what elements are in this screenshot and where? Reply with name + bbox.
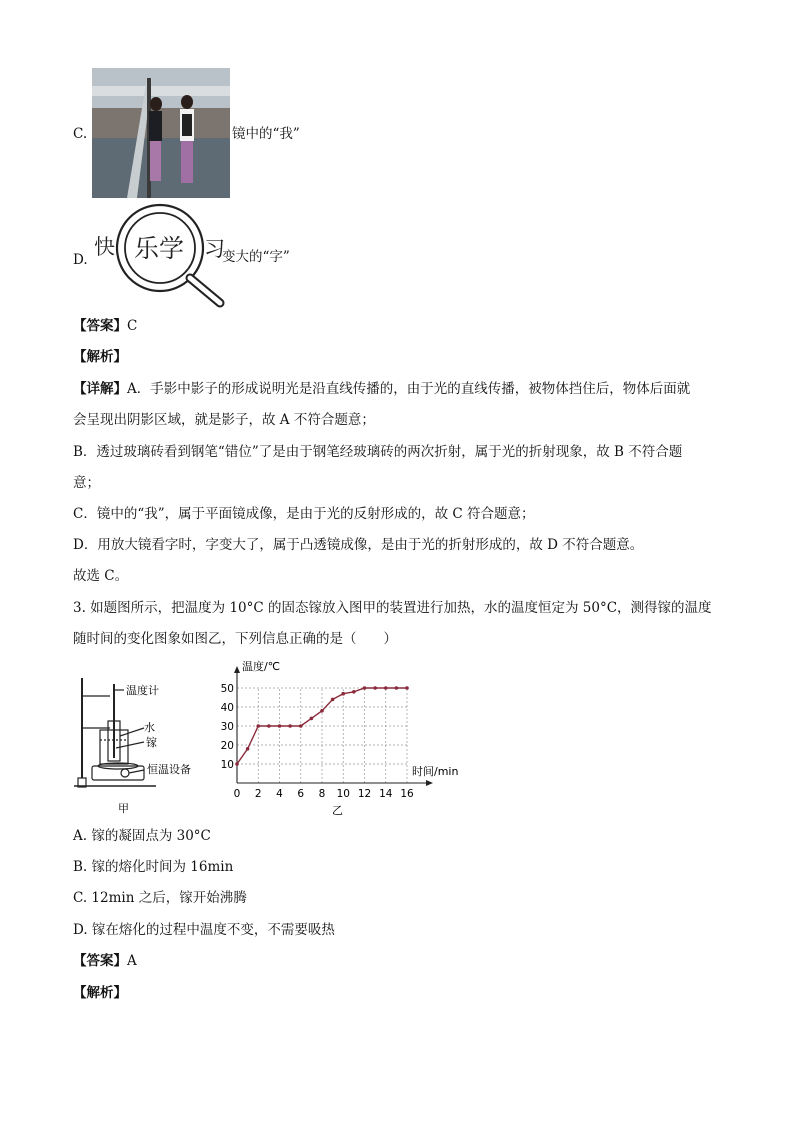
caption-jia: 甲 xyxy=(118,802,129,815)
label-water: 水 xyxy=(144,721,155,734)
analysis-tag: 【解析】 xyxy=(73,349,127,365)
x-axis-label: 时间/min xyxy=(412,765,459,778)
explain-b-line2: 意； xyxy=(73,475,100,491)
answer-tag: 【答案】 xyxy=(73,318,127,334)
y-axis-arrow xyxy=(234,666,240,673)
point-16 xyxy=(405,686,409,690)
explain-a-text: A．手影中影子的形成说明光是沿直线传播的，由于光的直线传播，被物体挡住后，物体后面就 xyxy=(127,381,691,397)
point-1 xyxy=(246,747,250,751)
choice-d: D. 镓在熔化的过程中温度不变，不需要吸热 xyxy=(73,922,335,938)
point-12 xyxy=(363,686,367,690)
point-5 xyxy=(288,724,292,728)
explain-a-line1 xyxy=(73,379,690,399)
x-tick-16: 16 xyxy=(400,788,414,800)
char-kuai: 快 xyxy=(94,235,115,259)
point-6 xyxy=(299,724,303,728)
label-thermometer: 温度计 xyxy=(126,684,159,697)
answer-value: C xyxy=(127,318,138,334)
answer-1 xyxy=(73,316,137,336)
y-tick-40: 40 xyxy=(220,702,234,714)
y-tick-30: 30 xyxy=(220,721,234,733)
temperature-chart xyxy=(222,658,472,820)
x-tick-12: 12 xyxy=(357,788,372,800)
q3-line2: 随时间的变化图象如图乙，下列信息正确的是（ ） xyxy=(73,631,397,647)
x-tick-4: 4 xyxy=(276,788,283,800)
heater-knob xyxy=(121,769,129,777)
explain-b-line1: B．透过玻璃砖看到钢笔“错位”了是由于钢笔经玻璃砖的两次折射，属于光的折射现象，故 B 不符合题 xyxy=(73,444,683,460)
point-11 xyxy=(352,690,356,694)
x-tick-10: 10 xyxy=(336,788,350,800)
option-c-caption: 镜中的“我” xyxy=(232,126,300,142)
point-10 xyxy=(341,692,345,696)
point-14 xyxy=(384,686,388,690)
y-axis-label: 温度/℃ xyxy=(242,660,281,673)
analysis-tag-2: 【解析】 xyxy=(73,985,127,1001)
explain-c: C．镜中的“我”，属于平面镜成像，是由于光的反射形成的，故 C 符合题意； xyxy=(73,506,535,522)
x-axis-arrow xyxy=(426,780,433,786)
point-8 xyxy=(320,709,324,713)
char-xi: 习 xyxy=(204,237,225,261)
point-3 xyxy=(267,724,271,728)
mirror-photo-drawing xyxy=(92,68,230,198)
detail-tag: 【详解】 xyxy=(73,381,127,397)
option-d-caption: 变大的“字” xyxy=(222,249,290,265)
caption-yi: 乙 xyxy=(332,804,343,817)
q3-line1: 3. 如题图所示，把温度为 10°C 的固态镓放入图甲的装置进行加热，水的温度恒定为 50°C，测得镓的温度 xyxy=(73,600,712,616)
heater-device xyxy=(92,766,144,780)
point-4 xyxy=(278,724,282,728)
mirror-photo xyxy=(92,68,230,198)
label-gallium: 镓 xyxy=(146,736,157,749)
x-tick-14: 14 xyxy=(379,788,393,800)
answer-2 xyxy=(73,951,137,971)
point-9 xyxy=(331,698,335,702)
x-tick-8: 8 xyxy=(318,788,326,800)
point-7 xyxy=(310,717,314,721)
x-tick-2: 2 xyxy=(254,788,262,800)
point-0 xyxy=(235,762,239,766)
choice-c: C. 12min 之后，镓开始沸腾 xyxy=(73,890,247,906)
choice-b: B. 镓的熔化时间为 16min xyxy=(73,859,234,875)
point-15 xyxy=(395,686,399,690)
char-lexue: 乐学 xyxy=(134,234,185,263)
label-device: 恒温设备 xyxy=(147,763,191,776)
option-d-label: D. xyxy=(73,252,88,268)
y-tick-10: 10 xyxy=(220,759,234,771)
magnifier-figure xyxy=(92,205,232,310)
answer-tag-2: 【答案】 xyxy=(73,953,127,969)
x-tick-6: 6 xyxy=(297,788,305,800)
explain-d: D．用放大镜看字时，字变大了，属于凸透镜成像，是由于光的折射形成的，故 D 不符合题意。 xyxy=(73,537,644,553)
choice-a: A. 镓的凝固点为 30°C xyxy=(73,828,211,844)
point-2 xyxy=(256,724,260,728)
y-tick-20: 20 xyxy=(220,740,234,752)
conclusion: 故选 C。 xyxy=(73,568,129,584)
chart-grid xyxy=(237,688,407,783)
apparatus-figure xyxy=(72,676,208,816)
x-tick-0: 0 xyxy=(233,788,241,800)
explain-a-line2: 会呈现出阴影区域，就是影子，故 A 不符合题意； xyxy=(73,412,375,428)
option-c-label: C. xyxy=(73,126,88,142)
point-13 xyxy=(373,686,377,690)
answer-value-2: A xyxy=(127,953,137,969)
y-tick-50: 50 xyxy=(220,683,234,695)
